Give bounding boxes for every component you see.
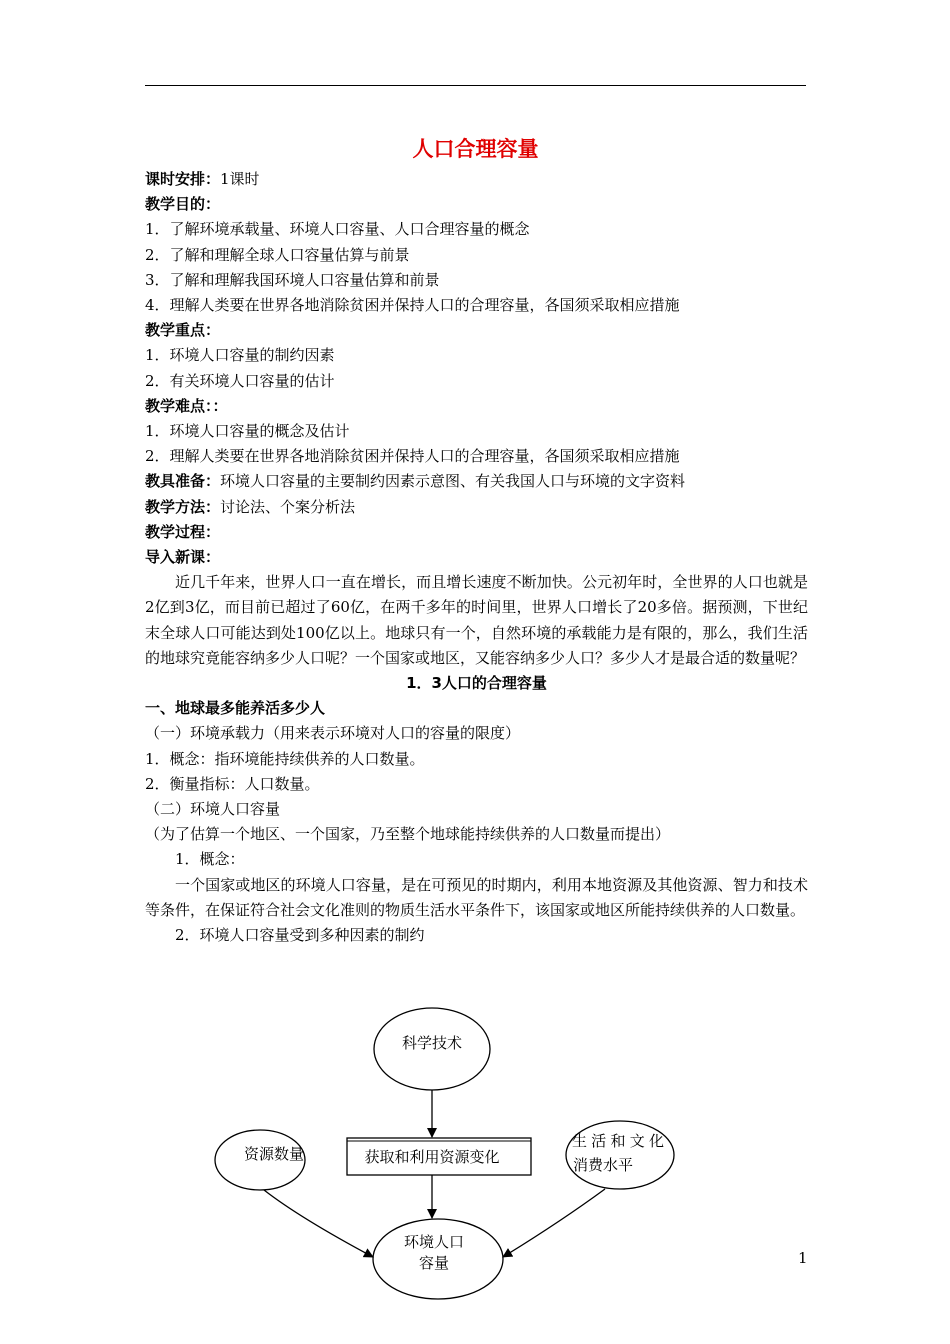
heading-difficulties: 教学难点：： bbox=[145, 396, 228, 415]
key-point-item: 1．环境人口容量的制约因素 bbox=[145, 346, 335, 365]
page-number: 1 bbox=[798, 1249, 808, 1267]
section-heading: 1．3人口的合理容量 bbox=[406, 674, 547, 693]
part1-line: 1．概念：指环境能持续供养的人口数量。 bbox=[145, 749, 425, 768]
arrow-resource-to-capacity bbox=[264, 1190, 373, 1257]
factors-line: 2．环境人口容量受到多种因素的制约 bbox=[175, 926, 425, 945]
arrow-consumption-to-capacity bbox=[503, 1189, 605, 1257]
heading-intro: 导入新课： bbox=[145, 548, 221, 567]
part1-line: （一）环境承载力（用来表示环境对人口的容量的限度） bbox=[145, 724, 521, 743]
label-capacity-2: 容量 bbox=[418, 1254, 450, 1272]
difficulty-item: 2．理解人类要在世界各地消除贫困并保持人口的合理容量，各国须采取相应措施 bbox=[145, 447, 680, 466]
heading-process: 教学过程： bbox=[145, 522, 221, 541]
part1-line: （二）环境人口容量 bbox=[145, 800, 281, 819]
label-consumption-1: 生活和文化 bbox=[572, 1132, 664, 1150]
part1-heading: 一、地球最多能养活多少人 bbox=[145, 699, 326, 718]
meta-line-methods: 教学方法：讨论法、个案分析法 bbox=[145, 497, 356, 516]
label-resource-amount: 资源数量 bbox=[243, 1145, 305, 1163]
label-science-tech: 科学技术 bbox=[401, 1034, 463, 1052]
intro-paragraph: 近几千年来，世界人口一直在增长，而且增长速度不断加快。公元初年时，全世界的人口也就是2亿到3亿，而目前已超过了60亿，在两千多年的时间里，世界人口增长了20多倍。据预测，下世纪末全球人口可能达到处100亿以上。地球只有一个，自然环境的承载能力是有限的，那么，我们生活的地球究竟能容纳多少人口呢？一个国家或地区，又能容纳多少人口？多少人才是最合适的数量呢？ bbox=[145, 573, 808, 667]
objective-item: 2．了解和理解全球人口容量估算与前景 bbox=[145, 245, 410, 264]
key-point-item: 2．有关环境人口容量的估计 bbox=[145, 371, 335, 390]
heading-objectives: 教学目的： bbox=[145, 195, 221, 214]
part1-line: 2．衡量指标：人口数量。 bbox=[145, 774, 320, 793]
heading-key-points: 教学重点： bbox=[145, 321, 221, 340]
part1-line: （为了估算一个地区、一个国家，乃至整个地球能持续供养的人口数量而提出） bbox=[145, 825, 671, 844]
label-resource-change: 获取和利用资源变化 bbox=[364, 1148, 500, 1166]
document-title: 人口合理容量 bbox=[412, 137, 539, 161]
difficulty-item: 1．环境人口容量的概念及估计 bbox=[145, 422, 350, 441]
meta-line-materials: 教具准备：环境人口容量的主要制约因素示意图、有关我国人口与环境的文字资料 bbox=[145, 472, 686, 491]
label-capacity-1: 环境人口 bbox=[403, 1233, 465, 1251]
objective-item: 3．了解和理解我国环境人口容量估算和前景 bbox=[145, 270, 440, 289]
objective-item: 4．理解人类要在世界各地消除贫困并保持人口的合理容量，各国须采取相应措施 bbox=[145, 296, 680, 315]
meta-line-schedule: 课时安排：1课时 bbox=[145, 170, 260, 188]
objective-item: 1．了解环境承载量、环境人口容量、人口合理容量的概念 bbox=[145, 220, 530, 239]
label-consumption-2: 消费水平 bbox=[573, 1156, 634, 1174]
concept-label: 1．概念： bbox=[175, 850, 245, 869]
concept-paragraph: 一个国家或地区的环境人口容量，是在可预见的时期内，利用本地资源及其他资源、智力和技术等条件，在保证符合社会文化准则的物质生活水平条件下，该国家或地区所能持续供养的人口数量。 bbox=[145, 875, 808, 919]
